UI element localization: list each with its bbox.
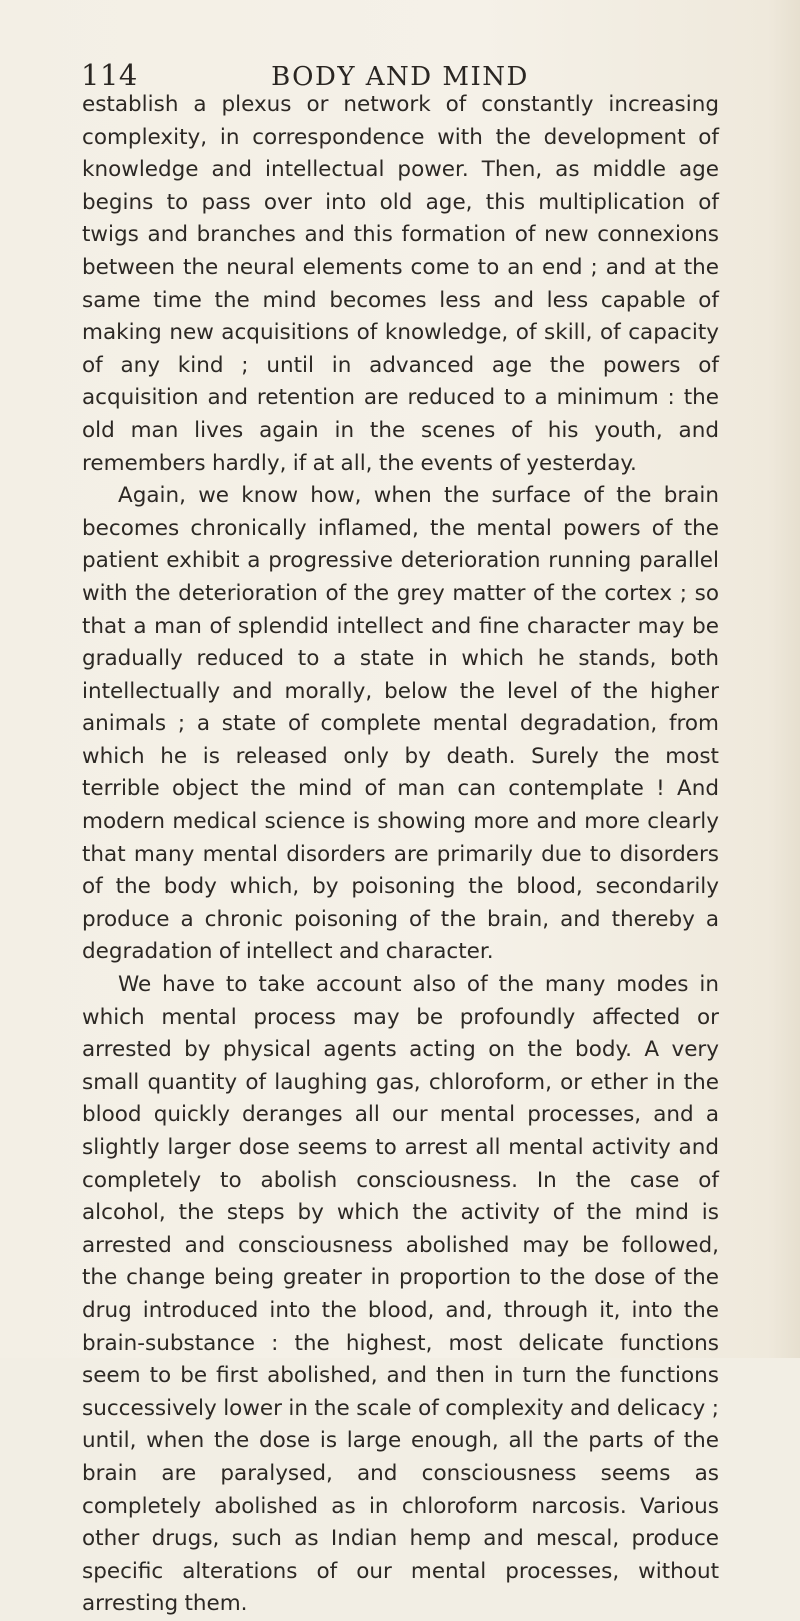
paragraph-continuation: establish a plexus or network of constantly increasing complexity, in correspondence with the development of knowledge and intellectual power. Then, as middle age begins to pass over into old age, this multiplication of twigs and branches and this formation of new connexions between the neural elements come to an end ; and at the same time the mind becomes less and less capable of making new acquisitions of knowledge, of skill, of capacity of any kind ; until in advanced age the powers of acquisition and retention are reduced to a minimum : the old man lives again in the scenes of his youth, and remembers hardly, if at all, the events of yesterday. xyxy=(82,92,719,476)
running-title: BODY AND MIND xyxy=(271,62,529,92)
paragraph-brain-inflammation: Again, we know how, when the surface of the brain becomes chronically inflamed, the mental powers of the patient exhibit a progressive deterioration running parallel with the deterioration of the grey matter of the cortex ; so that a man of splendid intellect and fine character may be gradually reduced to a state in which he stands, both intellectually and morally, below the level of the higher animals ; a state of complete mental degradation, from which he is released only by death. Surely the most terrible object the mind of man can contemplate ! And modern medical science is showing more and more clearly that many mental disorders are primarily due to disorders of the body which, by poisoning the blood, secondarily produce a chronic poisoning of the brain, and thereby a degradation of intellect and character. xyxy=(82,483,719,965)
body-text xyxy=(82,89,719,1621)
paragraph-physical-agents: We have to take account also of the many modes in which mental process may be profoundly affected or arrested by physical agents acting on the body. A very small quantity of laughing gas, chloroform, or ether in the blood quickly deranges all our mental processes, and a slightly larger dose seems to arrest all mental activity and completely to abolish consciousness. In the case of alcohol, the steps by which the activity of the mind is arrested and consciousness abolished may be followed, the change being greater in proportion to the dose of the drug introduced into the blood, and, through it, into the brain-substance : the highest, most delicate functions seem to be first abolished, and then in turn the functions successively lower in the scale of complexity and delicacy ; until, when the dose is large enough, all the parts of the brain are paralysed, and consciousness seems as completely abolished as in chloroform narcosis. Various other drugs, such as Indian hemp and mescal, produce specific alterations of our mental processes, without arresting them. xyxy=(82,972,719,1617)
page-number: 114 xyxy=(81,58,138,92)
